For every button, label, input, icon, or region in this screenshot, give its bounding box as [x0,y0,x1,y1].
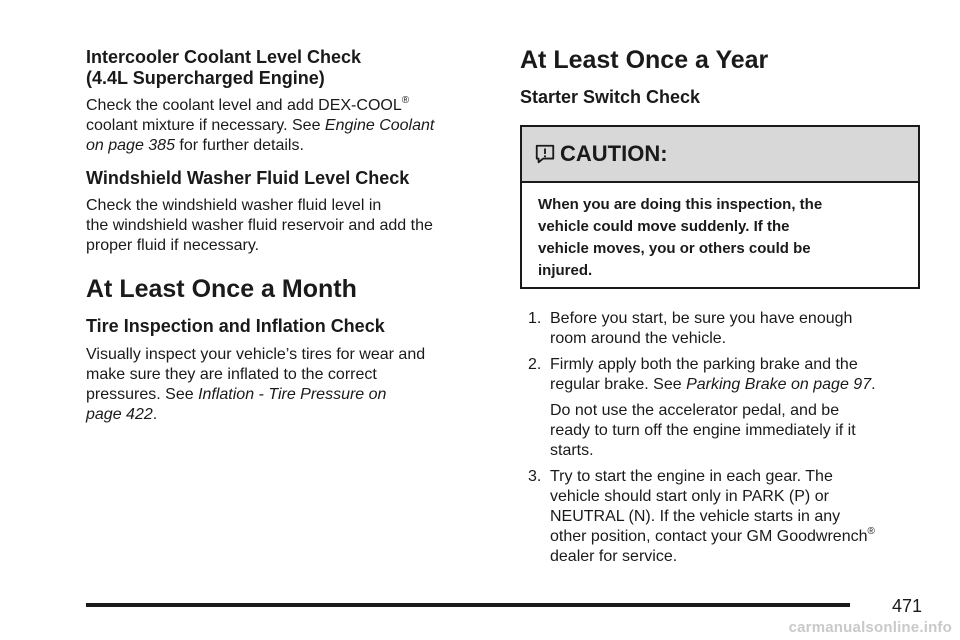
step-1-number: 1. [528,310,542,327]
tire-line-1: Visually inspect your vehicle’s tires for wear and [86,346,426,363]
tire-line-2: make sure they are inflated to the correct [86,366,377,383]
tire-line-end: . [152,406,158,423]
step-3-line-1: Try to start the engine in each gear. The [550,468,833,485]
caution-title: CAUTION: [560,141,668,166]
tire-heading: Tire Inspection and Inflation Check [86,316,385,336]
step-2-note-line-1: Do not use the accelerator pedal, and be [550,402,840,419]
step-2-number: 2. [528,356,542,373]
caution-line-2: vehicle could move suddenly. If the [538,218,790,235]
caution-icon [534,143,556,165]
step-2-end: . [871,376,876,393]
step-3-line-3: NEUTRAL (N). If the vehicle starts in any [550,508,841,525]
tire-paragraph [86,345,486,425]
starter-heading: Starter Switch Check [520,87,701,107]
inflation-link[interactable]: Inflation - Tire Pressure on [198,386,387,403]
watermark: carmanualsonline.info [788,619,952,636]
step-1-line-1: Before you start, be sure you have enough [550,310,853,327]
step-1-line-2: room around the vehicle. [550,330,727,347]
washer-line-3: proper fluid if necessary. [86,237,260,254]
caution-line-1: When you are doing this inspection, the [538,196,823,213]
step-2-line-2: regular brake. See [550,376,687,393]
step-2-note [550,401,920,461]
parking-brake-link[interactable]: Parking Brake on page 97 [686,376,872,393]
registered-mark: ® [867,526,875,537]
intercooler-text-2: coolant mixture if necessary. See [86,117,325,134]
inflation-page-link[interactable]: page 422 [86,406,153,423]
engine-coolant-link[interactable]: Engine Coolant [324,117,435,134]
step-3-number: 3. [528,468,542,485]
intercooler-text-1: Check the coolant level and add DEX-COOL [86,97,402,114]
step-3-line-2: vehicle should start only in PARK (P) or [550,488,829,505]
intercooler-heading-line2: (4.4L Supercharged Engine) [86,68,325,88]
page-number: 471 [891,596,922,616]
step-3-line-4: other position, contact your GM Goodwrench [550,528,868,545]
caution-body [522,183,918,282]
engine-coolant-page-link[interactable]: on page 385 [86,137,175,154]
step-3-line-5: dealer for service. [550,548,678,565]
tire-line-3: pressures. See [86,386,199,403]
month-heading: At Least Once a Month [86,275,357,303]
caution-box [520,125,920,289]
caution-line-3: vehicle moves, you or others could be [538,240,811,257]
year-heading: At Least Once a Year [520,46,769,74]
intercooler-paragraph [86,96,486,156]
step-2-note-line-3: starts. [550,442,594,459]
caution-line-4: injured. [538,262,593,279]
washer-line-1: Check the windshield washer fluid level in [86,197,382,214]
washer-paragraph [86,196,486,256]
caution-header [522,127,918,183]
intercooler-text-3: for further details. [174,137,304,154]
step-2-note-line-2: ready to turn off the engine immediately if it [550,422,856,439]
registered-mark: ® [401,95,410,106]
washer-heading: Windshield Washer Fluid Level Check [86,168,410,188]
step-2-line-1: Firmly apply both the parking brake and the [550,356,858,373]
intercooler-heading [86,47,361,89]
footer-rule [86,603,850,607]
washer-line-2: the windshield washer fluid reservoir and add the [86,217,433,234]
intercooler-heading-line1: Intercooler Coolant Level Check [86,47,362,67]
